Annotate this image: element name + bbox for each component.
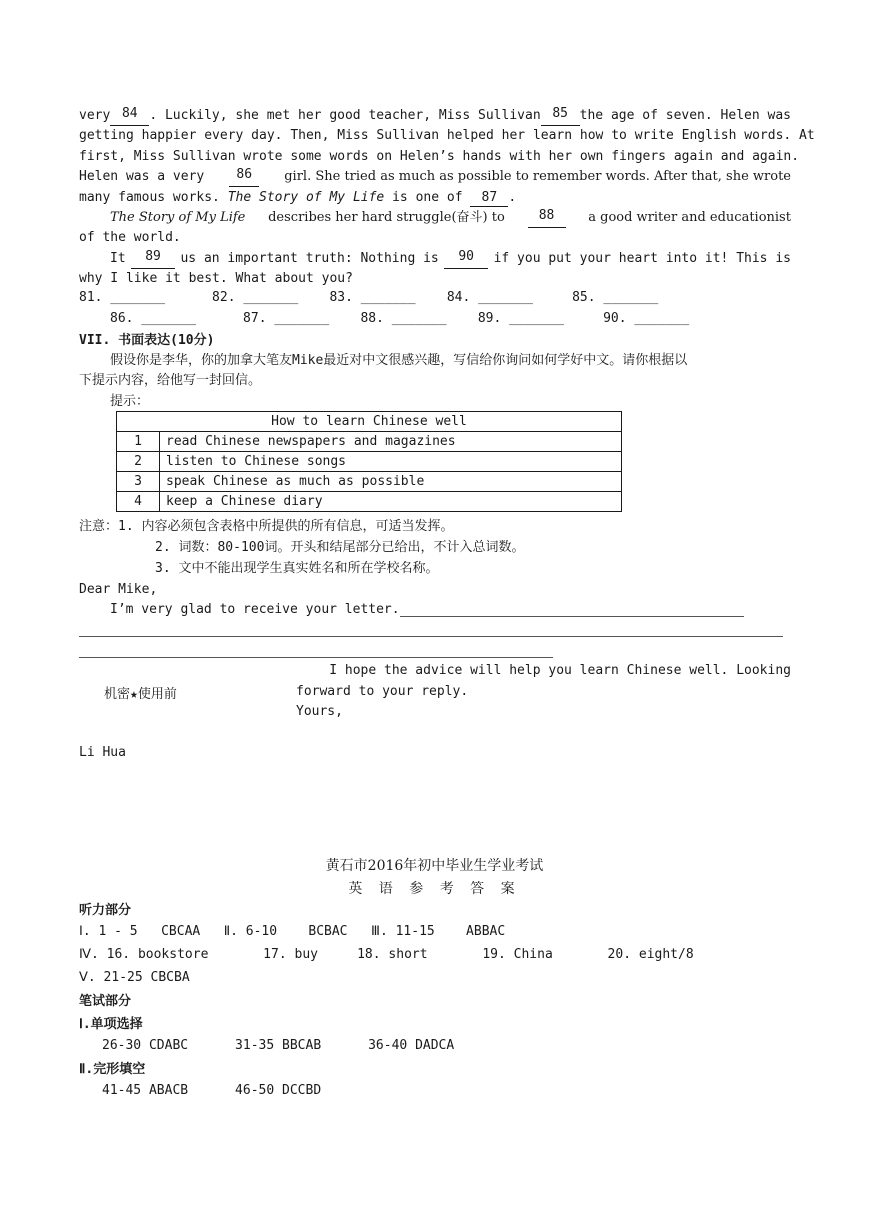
listening-answers-2: Ⅳ. 16. bookstore 17. buy 18. short 19. China 20. eight/8 [79, 947, 694, 962]
section-1-answers: 26-30 CDABC 31-35 BBCAB 36-40 DADCA [102, 1038, 455, 1053]
passage-text: . Luckily, she met her good teacher, Miss Sullivan [149, 108, 541, 123]
passage-text: very [79, 108, 111, 123]
section-2-answers: 41-45 ABACB 46-50 DCCBD [102, 1083, 322, 1098]
answer-key-title: 黄石市2016年初中毕业生学业考试 [325, 858, 544, 874]
hint-table-header [117, 412, 622, 432]
blank-88: 88 [528, 208, 566, 228]
note-1: 注意：1. 内容必须包含表格中所提供的所有信息，可适当发挥。 [79, 519, 454, 534]
row-number: 2 [117, 452, 160, 472]
passage-text: if you put your heart into it! This is [493, 251, 791, 266]
blank-85: 85 [541, 106, 580, 126]
blank-90: 90 [444, 249, 488, 269]
listening-heading: 听力部分 [79, 903, 132, 918]
passage-line-7: of the world. [79, 230, 181, 245]
row-number: 1 [117, 432, 160, 452]
passage-text: is one of [392, 190, 463, 205]
passage-text: It [110, 251, 126, 266]
listening-answers-1: Ⅰ. 1 - 5 CBCAA Ⅱ. 6-10 BCBAC Ⅲ. 11-15 ABBAC [79, 924, 506, 939]
passage-line-3: first, Miss Sullivan wrote some words on Helen’s hands with her own fingers again and again. [79, 149, 800, 164]
row-number: 3 [117, 472, 160, 492]
signature: Li Hua [79, 745, 126, 760]
writing-line [79, 636, 783, 637]
passage-line-5 [79, 188, 791, 208]
passage-text: the age of seven. Helen was [579, 108, 791, 123]
letter-closing-1: I hope the advice will help you learn Chinese well. Looking [329, 663, 791, 678]
blank-87: 87 [470, 190, 508, 207]
passage-text: girl. She tried as much as possible to remember words. After that, she wrote [284, 169, 791, 184]
passage-line-2: getting happier every day. Then, Miss Sullivan helped her learn how to write English words. At [79, 128, 815, 143]
passage-line-6 [110, 208, 791, 228]
row-number: 4 [117, 492, 160, 512]
row-text: read Chinese newspapers and magazines [160, 432, 622, 452]
confidential-label: 机密★使用前 [104, 687, 177, 702]
passage-text: . [508, 190, 517, 205]
note-3: 3. 文中不能出现学生真实姓名和所在学校名称。 [155, 561, 439, 576]
listening-answers-3: Ⅴ. 21-25 CBCBA [79, 970, 190, 985]
table-row [117, 472, 622, 492]
letter-closing-3: Yours, [296, 704, 343, 719]
hint-table [116, 411, 622, 512]
passage-text: Helen was a very [79, 169, 205, 184]
blank-84: 84 [110, 106, 149, 126]
answer-row-2: 86. _______ 87. _______ 88. _______ 89. _______ 90. _______ [110, 311, 690, 326]
passage-line-1 [79, 106, 791, 126]
row-text: keep a Chinese diary [160, 492, 622, 512]
answer-key-subtitle: 英 语 参 考 答 案 [348, 881, 521, 897]
passage-line-9: why I like it best. What about you? [79, 271, 353, 286]
answer-row-1: 81. _______ 82. _______ 83. _______ 84. _______ 85. _______ [79, 290, 659, 305]
written-heading: 笔试部分 [79, 994, 132, 1009]
row-text: speak Chinese as much as possible [160, 472, 622, 492]
table-row [117, 492, 622, 512]
passage-text: many famous works. [79, 190, 220, 205]
salutation: Dear Mike, [79, 582, 158, 597]
hint-table-title: How to learn Chinese well [117, 412, 622, 432]
passage-text: a good writer and educationist [588, 210, 791, 225]
passage-line-8 [110, 249, 791, 269]
passage-line-4 [79, 167, 791, 187]
passage-text: describes her hard struggle(奋斗) to [268, 210, 505, 225]
table-row [117, 452, 622, 472]
writing-instruction-1: 假设你是李华，你的加拿大笔友Mike最近对中文很感兴趣，写信给你询问如何学好中文。请你根据以 [110, 353, 688, 368]
book-title: The Story of My Life [227, 190, 385, 205]
row-text: listen to Chinese songs [160, 452, 622, 472]
blank-86: 86 [229, 167, 259, 187]
writing-heading: VII. 书面表达(10分) [79, 333, 215, 348]
blank-89: 89 [131, 249, 175, 269]
note-2: 2. 词数：80-100词。开头和结尾部分已给出，不计入总词数。 [155, 540, 525, 555]
writing-instruction-2: 下提示内容，给他写一封回信。 [79, 373, 262, 388]
writing-line [400, 616, 744, 617]
book-title: The Story of My Life [110, 210, 246, 225]
writing-line [79, 657, 553, 658]
letter-closing-2: forward to your reply. [296, 684, 469, 699]
section-1-heading: Ⅰ.单项选择 [79, 1017, 143, 1032]
hint-label: 提示： [110, 394, 150, 409]
section-2-heading: Ⅱ.完形填空 [79, 1062, 146, 1077]
letter-opening: I’m very glad to receive your letter. [110, 602, 400, 617]
passage-text: us an important truth: Nothing is [180, 251, 439, 266]
table-row [117, 432, 622, 452]
